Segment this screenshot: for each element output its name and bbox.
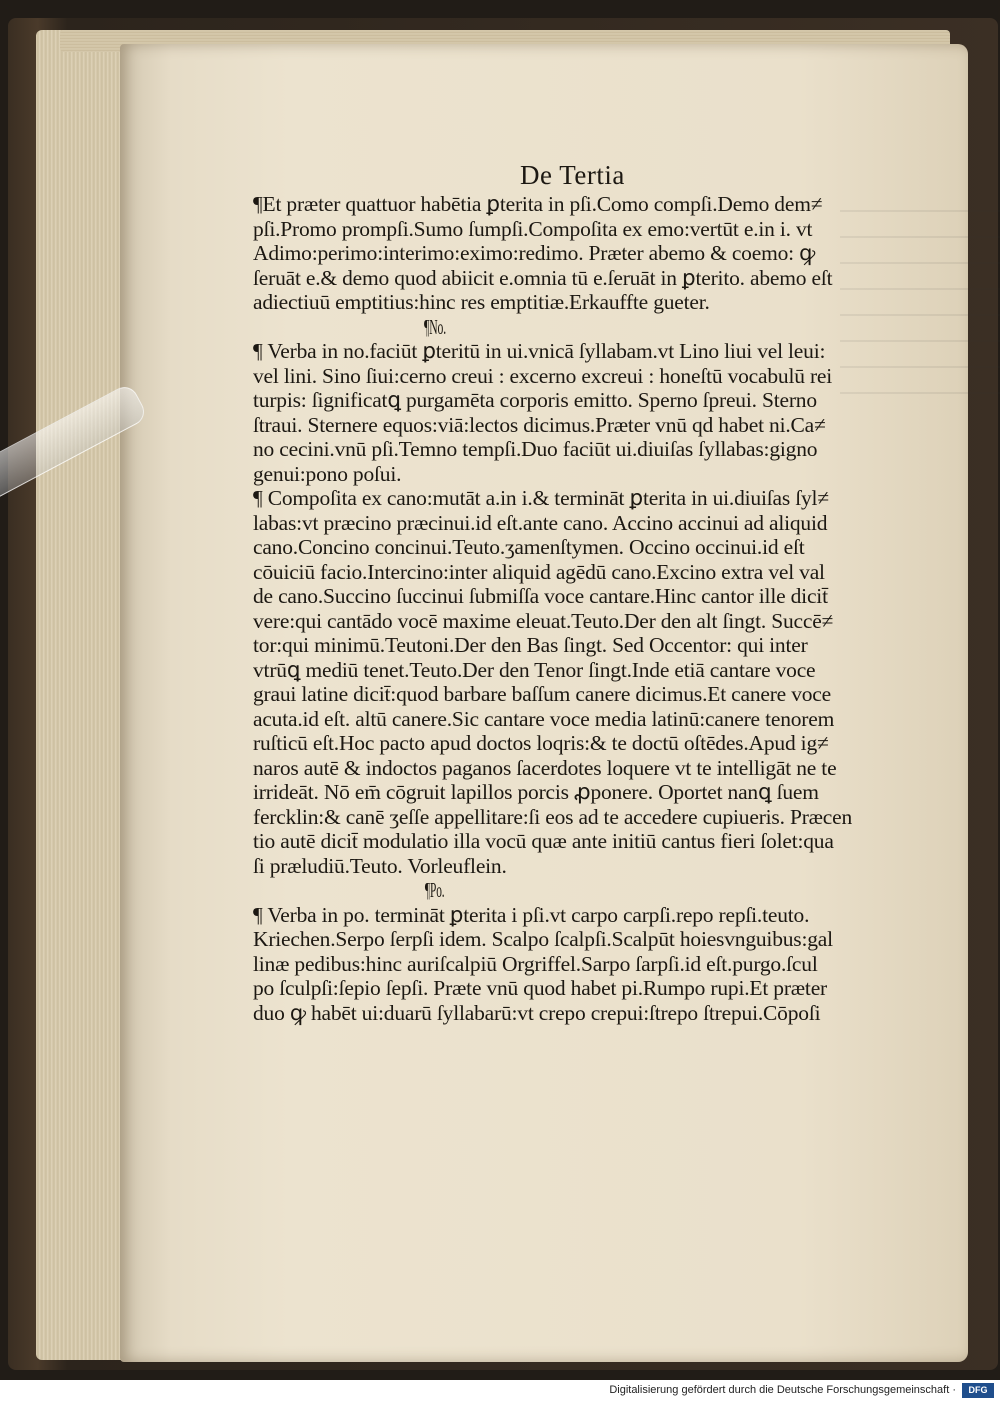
text-line: graui latine dicit̄:quod barbare baſſum canere dicimus.Et canere voce — [253, 682, 831, 706]
funding-credit: Digitalisierung gefördert durch die Deutsche Forschungsgemeinschaft · — [609, 1384, 956, 1396]
footer-bar — [0, 1380, 1000, 1403]
text-line: cano.Concino concinui.Teuto.ʒamenſtymen. Occino occinui.id eſt — [253, 535, 805, 559]
text-line: de cano.Succino ſuccinui ſubmiſſa voce cantare.Hinc cantor ille dicit̄ — [253, 584, 828, 608]
page-edges — [36, 30, 128, 1360]
text-line: Adimo:perimo:interimo:eximo:redimo. Præter abemo & coemo: ꝙ — [253, 241, 816, 265]
text-line: ſtraui. Sternere equos:viā:lectos dicimus.Præter vnū qd habet ni.Ca≠ — [253, 412, 826, 437]
text-line: ſeruāt e.& demo quod abiicit e.omnia tū e.ſeruāt in ꝑterito. abemo eſt — [253, 265, 833, 290]
text-line: linæ pedibus:hinc auriſcalpiū Orgriffel.Sarpo ſarpſi.id eſt.purgo.ſcul — [253, 951, 818, 976]
body-text — [253, 192, 943, 1025]
text-line: ruſticū eſt.Hoc pacto apud doctos loqris:& te doctū oſtēdes.Apud ig≠ — [253, 731, 829, 755]
text-line: ¶Po. — [424, 878, 445, 902]
text-line: vtrūꝗ mediū tenet.Teuto.Der den Tenor ſingt.Inde etiā cantare voce — [253, 657, 816, 682]
text-line: pſi.Promo prompſi.Sumo ſumpſi.Compoſita ex emo:vertūt e.in i. vt — [253, 216, 813, 241]
text-line: ¶ Compoſita ex cano:mutāt a.in i.& termināt ꝑterita in ui.diuiſas ſyl≠ — [253, 486, 829, 510]
text-line: turpis: ſignificatꝗ purgamēta corporis emitto. Sperno ſpreui. Sterno — [253, 388, 817, 412]
text-line: tio autē dicit̄ modulatio illa vocū quæ ante initiū cantus fieri ſolet:qua — [253, 829, 834, 853]
text-line: labas:vt præcino præcinui.id eſt.ante cano. Accino accinui ad aliquid — [253, 510, 828, 535]
text-line: no cecini.vnū pſi.Temno tempſi.Duo faciūt ui.diuiſas ſyllabas:gigno — [253, 437, 818, 461]
text-line: irrideāt. Nō em̄ cōgruit lapillos porcis ꝓponere. Oportet nanꝗ ſuem — [253, 780, 819, 804]
text-line: cōuiciū facio.Intercino:inter aliquid agēdū cano.Excino extra vel val — [253, 559, 825, 584]
text-line: genui:pono poſui. — [253, 461, 402, 486]
text-line: fercklin:& canē ʒeſſe appellitare:ſi eos ad te accedere cupiueris. Præcen — [253, 804, 853, 829]
text-line: duo ꝙ habēt ui:duarū ſyllabarū:vt crepo crepui:ſtrepo ſtrepui.Cōpoſi — [253, 1000, 821, 1025]
text-line: ¶Et præter quattuor habētia ꝑterita in pſi.Como compſi.Demo dem≠ — [253, 192, 823, 216]
text-line: ¶ Verba in po. termināt ꝑterita i pſi.vt carpo carpſi.repo repſi.teuto. — [253, 902, 810, 927]
text-line: vere:qui cantādo vocē maxime eleuat.Teuto.Der den alt ſingt. Succē≠ — [253, 608, 834, 633]
text-line: vel lini. Sino ſiui:cerno creui : excerno excreui : honeſtū vocabulū rei — [253, 363, 833, 388]
text-line: Kriechen.Serpo ſerpſi idem. Scalpo ſcalpſi.Scalpūt hoiesvnguibus:gal — [253, 927, 833, 951]
text-line: ¶ Verba in no.faciūt ꝑteritū in ui.vnicā ſyllabam.vt Lino liui vel leui: — [253, 339, 826, 363]
text-line: ¶No. — [424, 314, 447, 339]
text-line: ſi præludiū.Teuto. Vorleuflein. — [253, 853, 507, 878]
text-line: acuta.id eſt. altū canere.Sic cantare voce media latinū:canere tenorem — [253, 706, 835, 731]
text-line: adiectiuū emptitius:hinc res emptitiæ.Erkauffte gueter. — [253, 290, 710, 314]
text-line: naros autē & indoctos paganos ſacerdotes loquere vt te intelligāt ne te — [253, 755, 837, 780]
dfg-logo: DFG — [962, 1383, 994, 1398]
page-heading: De Tertia — [520, 160, 625, 190]
text-line: po ſculpſi:ſepio ſepſi. Præte vnū quod habet pi.Rumpo rupi.Et præter — [253, 976, 827, 1000]
text-line: tor:qui minimū.Teutoni.Der den Bas ſingt. Sed Occentor: qui inter — [253, 633, 808, 657]
